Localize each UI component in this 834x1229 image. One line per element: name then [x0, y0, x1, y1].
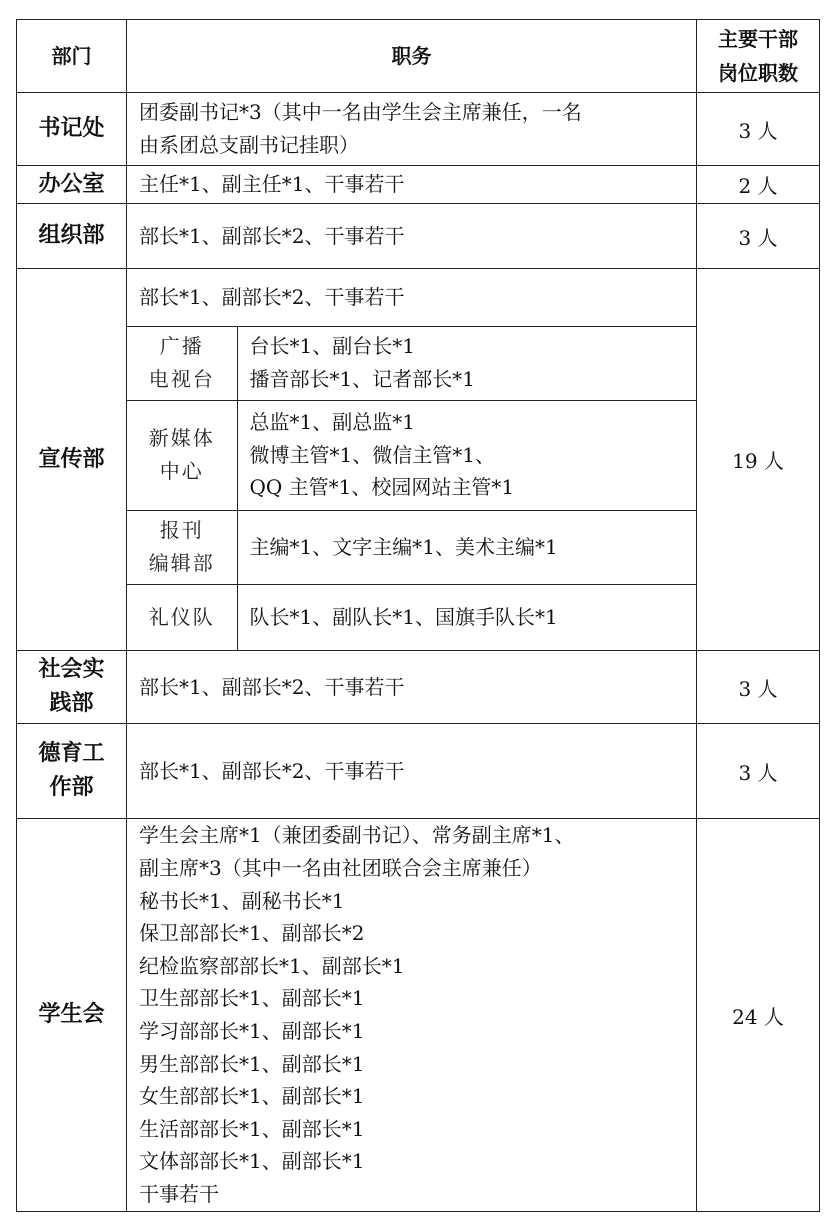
count-cell: 3 人 [697, 724, 820, 819]
table-row [17, 724, 820, 819]
duty-cell: 主任*1、副主任*1、干事若干 [127, 166, 697, 204]
sub-row [127, 326, 696, 400]
sub-row [127, 269, 696, 326]
table-row [17, 166, 820, 204]
sub-row [127, 510, 696, 584]
duty-cell: 团委副书记*3（其中一名由学生会主席兼任，一名 由系团总支副书记挂职） [127, 93, 697, 166]
sub-row [127, 584, 696, 650]
header-dept: 部门 [17, 20, 127, 93]
sub-dept-name: 广播 电视台 [127, 326, 237, 400]
header-duty: 职务 [127, 20, 697, 93]
count-cell: 2 人 [697, 166, 820, 204]
dept-cell: 学生会 [17, 819, 127, 1212]
table-row [17, 819, 820, 1212]
sub-duty-main: 部长*1、副部长*2、干事若干 [127, 269, 696, 326]
sub-dept-name: 礼仪队 [127, 584, 237, 650]
dept-cell: 宣传部 [17, 269, 127, 651]
dept-cell: 办公室 [17, 166, 127, 204]
sub-dept-duty: 台长*1、副台长*1 播音部长*1、记者部长*1 [237, 326, 696, 400]
sub-dept-table [127, 269, 696, 650]
duty-cell: 部长*1、副部长*2、干事若干 [127, 204, 697, 269]
duty-cell: 学生会主席*1（兼团委副书记）、常务副主席*1、 副主席*3（其中一名由社团联合会主席兼任） 秘书长*1、副秘书长*1 保卫部部长*1、副部长*2 纪检监察部部长*1、副部长*1 卫生部部长*1、副部长*1 学习部部长*1、副部长*1 男生部部长*1、副部长*1 女生部部长*1、副部长*1 生活部部长*1、副部长*1 文体部部长*1、副部长*1 干事若干 [127, 819, 697, 1212]
table-row [17, 269, 820, 651]
header-count-line1: 主要干部 [718, 27, 798, 51]
sub-row [127, 400, 696, 510]
sub-dept-duty: 总监*1、副总监*1 微博主管*1、微信主管*1、 QQ 主管*1、校园网站主管*1 [237, 400, 696, 510]
duty-cell: 部长*1、副部长*2、干事若干 [127, 724, 697, 819]
count-cell: 3 人 [697, 204, 820, 269]
count-cell: 24 人 [697, 819, 820, 1212]
cadre-positions-table [16, 19, 820, 1212]
sub-dept-name: 报刊 编辑部 [127, 510, 237, 584]
header-count-line2: 岗位职数 [718, 61, 798, 85]
count-cell: 3 人 [697, 651, 820, 724]
count-cell: 3 人 [697, 93, 820, 166]
dept-cell: 书记处 [17, 93, 127, 166]
duty-cell: 部长*1、副部长*2、干事若干 [127, 651, 697, 724]
sub-dept-duty: 队长*1、副队长*1、国旗手队长*1 [237, 584, 696, 650]
sub-dept-duty: 主编*1、文字主编*1、美术主编*1 [237, 510, 696, 584]
dept-cell: 组织部 [17, 204, 127, 269]
dept-cell: 德育工 作部 [17, 724, 127, 819]
dept-cell: 社会实 践部 [17, 651, 127, 724]
duty-cell [127, 269, 697, 651]
table-row [17, 93, 820, 166]
table-row [17, 651, 820, 724]
header-row [17, 20, 820, 93]
table-row [17, 204, 820, 269]
count-cell: 19 人 [697, 269, 820, 651]
header-count [697, 20, 820, 93]
sub-dept-name: 新媒体 中心 [127, 400, 237, 510]
